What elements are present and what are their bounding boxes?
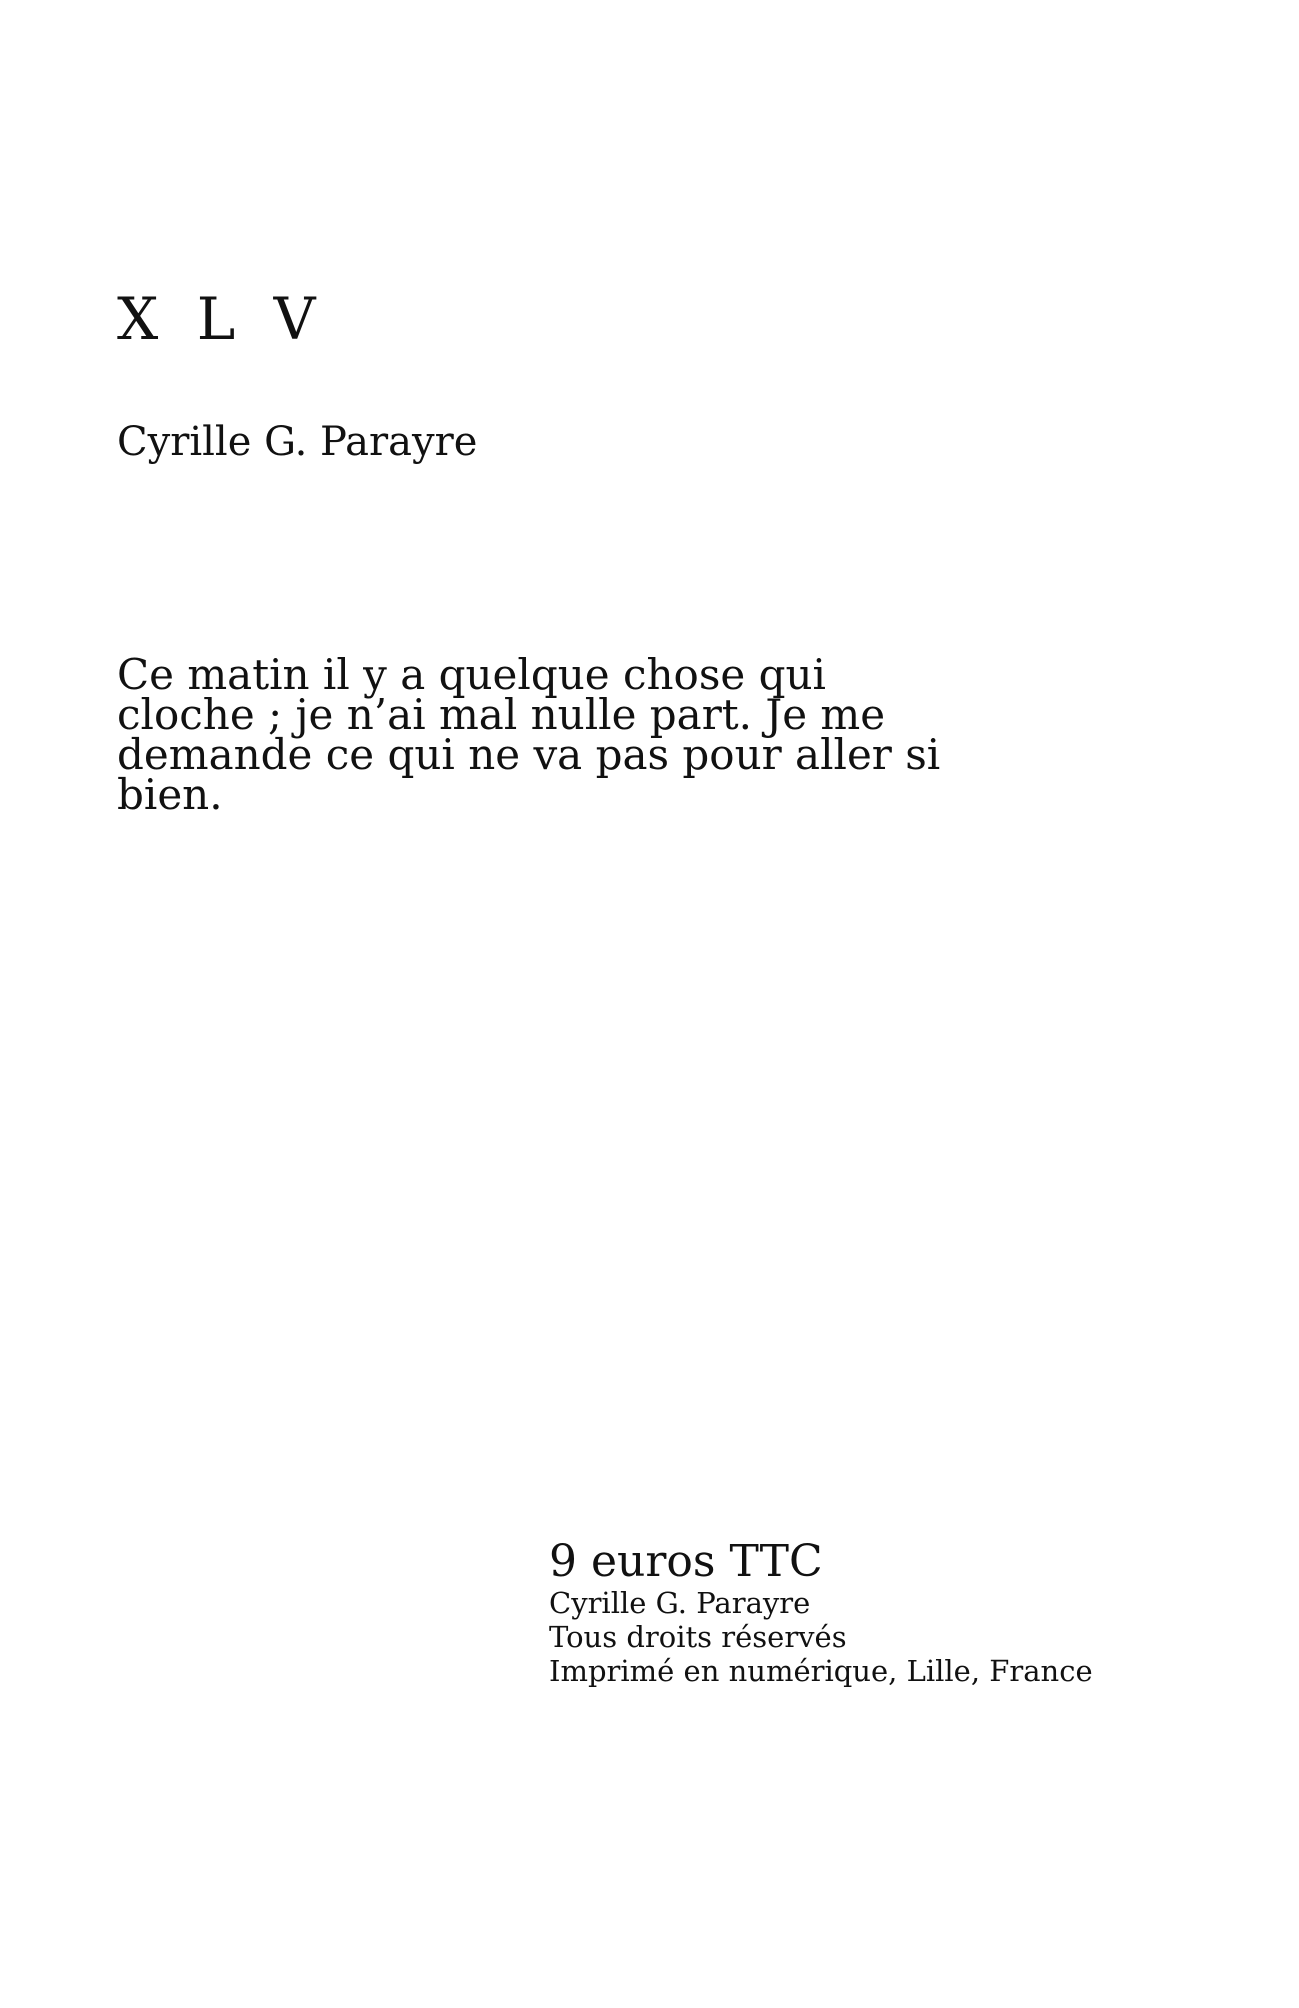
rights-notice: Tous droits réservés xyxy=(549,1620,847,1654)
book-author: Cyrille G. Parayre xyxy=(117,419,478,465)
colophon-author: Cyrille G. Parayre xyxy=(549,1586,811,1620)
printing-notice: Imprimé en numérique, Lille, France xyxy=(549,1654,1093,1688)
poem-text: Ce matin il y a quelque chose qui cloche ; je n’ai mal nulle part. Je me demande ce qui ne va pas pour aller si bien. xyxy=(117,650,941,819)
book-title: X L V xyxy=(117,285,326,353)
colophon xyxy=(549,1538,1169,1688)
price-label: 9 euros TTC xyxy=(549,1536,823,1587)
